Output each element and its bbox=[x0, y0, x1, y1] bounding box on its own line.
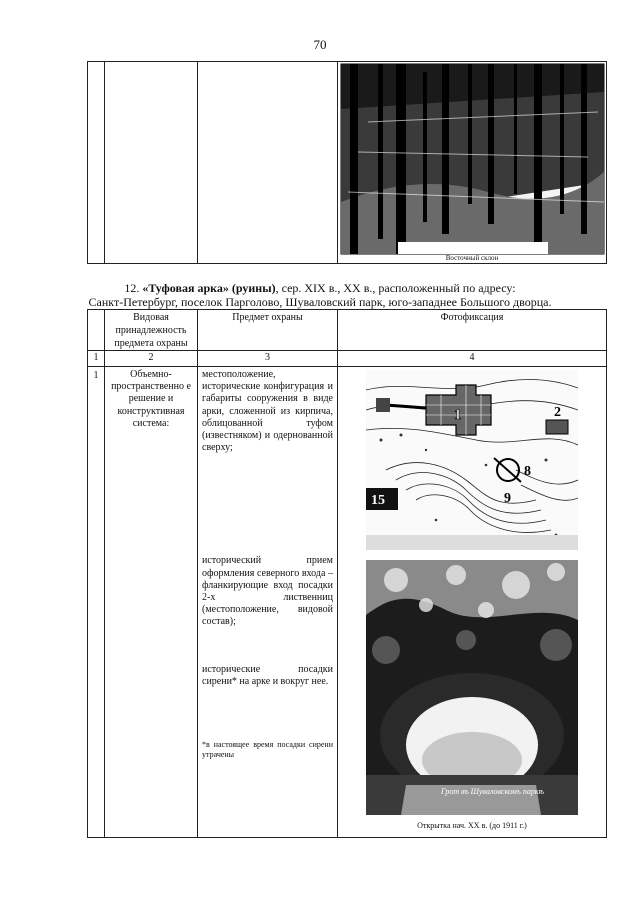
forest-photo-cell bbox=[338, 62, 607, 264]
map-label: 9 bbox=[504, 491, 511, 506]
map-label: 2 bbox=[554, 405, 561, 420]
empty-cell bbox=[105, 62, 198, 264]
row-index: 1 bbox=[88, 367, 105, 838]
subject-lilac: исторические посадки сирени* на арке и вокруг нее. bbox=[202, 663, 333, 687]
postcard-inscription: Грот въ Шуваловскомъ паркѣ bbox=[441, 787, 544, 796]
photo-caption: Восточный склон bbox=[445, 254, 499, 262]
site-map bbox=[366, 370, 578, 550]
subject-cell bbox=[198, 367, 338, 838]
object-period: , сер. XIX в., XX в., расположенный по адресу: bbox=[275, 281, 516, 295]
object-name: «Туфовая арка» (руины) bbox=[142, 281, 276, 295]
header-subject: Предмет охраны bbox=[198, 310, 338, 351]
protection-table bbox=[87, 309, 607, 838]
column-number: 1 bbox=[88, 351, 105, 367]
header-photo: Фотофиксация bbox=[338, 310, 607, 351]
page-number: 70 bbox=[313, 37, 327, 52]
type-cell: Объемно-пространственно е решение и конструктивная система: bbox=[105, 367, 198, 838]
object-title-line bbox=[0, 281, 640, 296]
column-number: 3 bbox=[198, 351, 338, 367]
header-type: Видовая принадлежность предмета охраны bbox=[105, 310, 198, 351]
continuation-table bbox=[87, 61, 607, 264]
column-number: 2 bbox=[105, 351, 198, 367]
header-blank bbox=[88, 310, 105, 351]
photo-cell bbox=[338, 367, 607, 838]
forest-photo bbox=[338, 62, 607, 265]
subject-location: местоположение, исторические конфигурация и габариты сооружения в виде арки, сложенной из кирпича, облицованной туфом (известняком) и одернованной сверху; bbox=[202, 369, 333, 454]
photo-caption: Открытка нач. XX в. (до 1911 г.) bbox=[417, 821, 527, 830]
map-label: 8 bbox=[524, 464, 531, 479]
empty-cell bbox=[198, 62, 338, 264]
map-label: 1 bbox=[454, 407, 462, 423]
column-number: 4 bbox=[338, 351, 607, 367]
subject-entrance: исторический прием оформления северного входа – фланкирующие вход посадки 2-х лиственниц (местоположение, видовой состав); bbox=[202, 555, 333, 628]
footnote: *в настоящее время посадки сирени утрачены bbox=[202, 740, 333, 760]
object-number: 12. bbox=[124, 281, 140, 295]
empty-cell bbox=[88, 62, 105, 264]
map-label: 15 bbox=[371, 493, 385, 508]
arch-postcard-photo bbox=[366, 560, 578, 815]
object-address: Санкт-Петербург, поселок Парголово, Шуваловский парк, юго-западнее Большого дворца. bbox=[88, 295, 552, 309]
